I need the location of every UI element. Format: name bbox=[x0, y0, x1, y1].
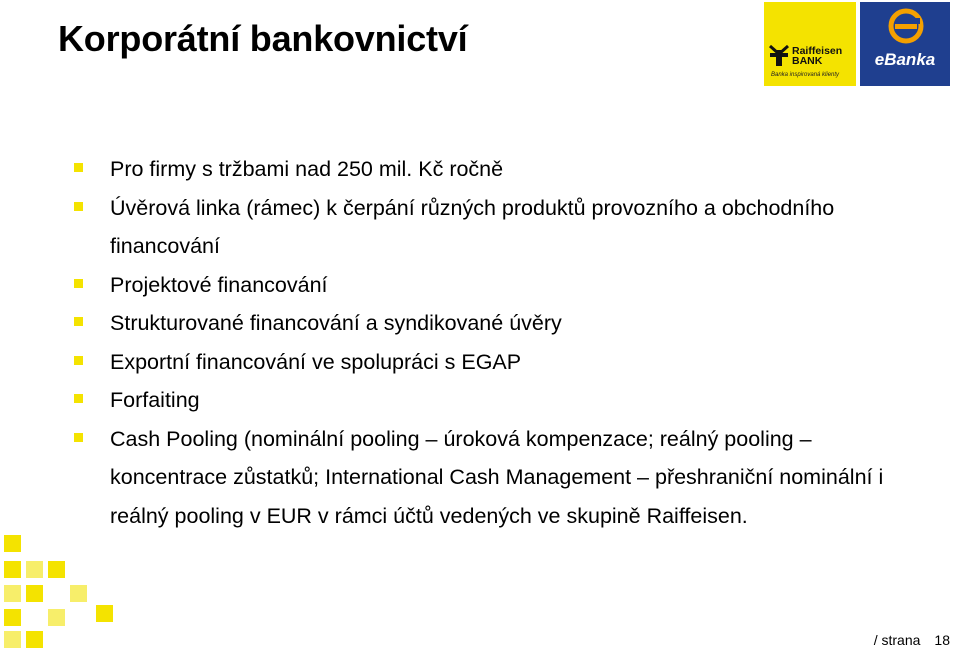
bullet-text: Projektové financování bbox=[110, 272, 328, 297]
bullet-text: Pro firmy s tržbami nad 250 mil. Kč ročně bbox=[110, 157, 504, 181]
raiffeisen-name bbox=[792, 46, 842, 66]
raiffeisen-name-line2: BANK bbox=[792, 55, 823, 67]
bullet-item bbox=[72, 381, 932, 420]
deco-square bbox=[48, 561, 65, 578]
deco-square bbox=[26, 631, 43, 648]
bullet-text: Forfaiting bbox=[110, 388, 200, 412]
raiffeisen-logo bbox=[764, 2, 856, 86]
raiffeisen-name-line1: Raiffeisen bbox=[792, 45, 843, 57]
bullet-item bbox=[72, 266, 932, 305]
deco-square bbox=[4, 631, 21, 648]
bullet-square-icon bbox=[74, 394, 83, 403]
bullet-item bbox=[72, 304, 932, 343]
bullet-square-icon bbox=[74, 317, 83, 326]
deco-square bbox=[4, 585, 21, 602]
raiffeisen-tagline: Banka inspirovaná klienty bbox=[771, 72, 840, 78]
deco-square bbox=[96, 605, 113, 622]
deco-square bbox=[70, 585, 87, 602]
slide-title: Korporátní bankovnictví bbox=[58, 18, 468, 59]
bullet-item bbox=[72, 150, 932, 189]
bullet-square-icon bbox=[74, 163, 83, 172]
bullet-text: Úvěrová linka (rámec) k čerpání různých produktů provozního a obchodního financování bbox=[110, 195, 835, 258]
decorative-squares bbox=[0, 525, 130, 652]
page-footer bbox=[874, 632, 950, 648]
ebanka-name: eBanka bbox=[874, 50, 936, 69]
footer-label: / strana bbox=[873, 632, 921, 648]
bullet-list bbox=[72, 150, 932, 535]
bullet-text: Strukturované financování a syndikované úvěry bbox=[110, 311, 562, 335]
deco-square bbox=[4, 609, 21, 626]
bullet-text: Cash Pooling (nominální pooling – úroková kompenzace; reálný pooling – koncentrace zůstatků; International Cash Management – přeshraniční nominální i reálný pooling v EUR v rámci účtů vedených ve skupině Raiffeisen. bbox=[110, 426, 884, 528]
raiffeisen-gable-icon bbox=[769, 44, 789, 66]
deco-square bbox=[4, 535, 21, 552]
bullet-text: Exportní financování ve spolupráci s EGAP bbox=[110, 349, 522, 374]
deco-square bbox=[26, 561, 43, 578]
bullet-item bbox=[72, 189, 932, 266]
page-number: 18 bbox=[934, 632, 950, 648]
deco-square bbox=[26, 585, 43, 602]
bullet-square-icon bbox=[74, 356, 83, 365]
bullet-square-icon bbox=[74, 202, 83, 211]
bullet-item bbox=[72, 343, 932, 382]
bullet-square-icon bbox=[74, 279, 83, 288]
deco-square bbox=[48, 609, 65, 626]
logo-group bbox=[764, 2, 950, 86]
bullet-square-icon bbox=[74, 433, 83, 442]
deco-square bbox=[4, 561, 21, 578]
bullet-item bbox=[72, 420, 932, 536]
ebanka-symbol-icon bbox=[886, 6, 926, 46]
ebanka-logo bbox=[860, 2, 950, 86]
